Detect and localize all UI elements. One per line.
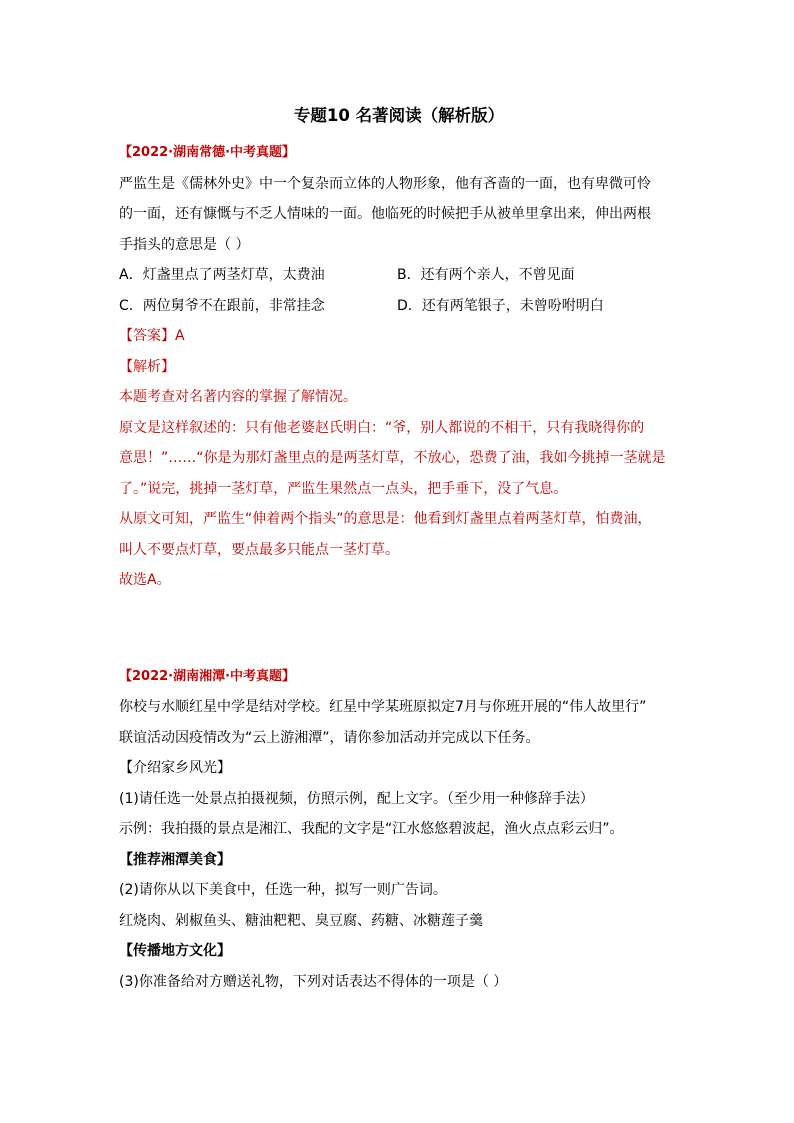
page-title: 专题10 名著阅读（解析版）	[293, 106, 505, 125]
question-1-stem-line: 严监生是《儒林外史》中一个复杂而立体的人物形象，他有吝啬的一面，也有卑微可怜	[119, 175, 651, 192]
option-d: D．还有两笔银子，未曾吩咐明白	[397, 297, 604, 314]
analysis-line: 原文是这样叙述的：只有他老婆赵氏明白：“爷，别人都说的不相干，只有我晓得你的	[119, 419, 645, 436]
analysis-line: 本题考查对名著内容的掌握了解情况。	[119, 389, 357, 405]
analysis-label: 【解析】	[119, 358, 175, 375]
analysis-line: 意思！”……“你是为那灯盏里点的是两茎灯草，不放心，恐费了油，我如今挑掉一茎就是	[119, 450, 666, 466]
task-2: (2)请你从以下美食中，任选一种，拟写一则广告词。	[119, 882, 447, 898]
answer-line: 【答案】A	[119, 328, 185, 344]
question-1-stem-line: 手指头的意思是（ ）	[119, 236, 250, 253]
option-c: C．两位舅爷不在跟前，非常挂念	[119, 297, 325, 314]
question-2-intro-line: 你校与水顺红星中学是结对学校。红星中学某班原拟定7月与你班开展的“伟人故里行”	[119, 699, 647, 715]
option-a: A．灯盏里点了两茎灯草，太费油	[119, 267, 325, 283]
options-row-cd	[119, 291, 679, 322]
food-list: 红烧肉、剁椒鱼头、糖油粑粑、臭豆腐、药糖、冰糖莲子羹	[119, 912, 483, 929]
analysis-line: 叫人不要点灯草，要点最多只能点一茎灯草。	[119, 541, 399, 558]
analysis-line: 从原文可知，严监生“伸着两个指头”的意思是：他看到灯盏里点着两茎灯草，怕费油，	[119, 511, 652, 527]
section-heading: 【传播地方文化】	[119, 943, 231, 959]
section-heading: 【推荐湘潭美食】	[119, 851, 231, 868]
example-line: 示例：我拍摄的景点是湘江、我配的文字是“江水悠悠碧波起，渔火点点彩云归”。	[119, 821, 624, 837]
document-content	[119, 104, 679, 997]
section-spacer	[119, 596, 679, 662]
question-2-intro-line: 联谊活动因疫情改为“云上游湘潭”，请你参加活动并完成以下任务。	[119, 729, 540, 746]
question-2-source: 【2022·湖南湘潭·中考真题】	[119, 668, 296, 684]
task-1: (1)请任选一处景点拍摄视频，仿照示例，配上文字。（至少用一种修辞手法）	[119, 790, 594, 807]
task-3: (3)你准备给对方赠送礼物，下列对话表达不得体的一项是（ ）	[119, 973, 508, 990]
analysis-line: 了。”说完，挑掉一茎灯草，严监生果然点一点头，把手垂下，没了气息。	[119, 480, 568, 497]
options-row-ab	[119, 260, 679, 291]
question-1-source: 【2022·湖南常德·中考真题】	[119, 145, 296, 160]
option-b: B．还有两个亲人，不曾见面	[397, 267, 575, 283]
analysis-line: 故选A。	[119, 572, 171, 588]
question-1-stem-line: 的一面，还有慷慨与不乏人情味的一面。他临死的时候把手从被单里拿出来，伸出两根	[119, 206, 651, 222]
section-heading: 【介绍家乡风光】	[119, 760, 231, 776]
